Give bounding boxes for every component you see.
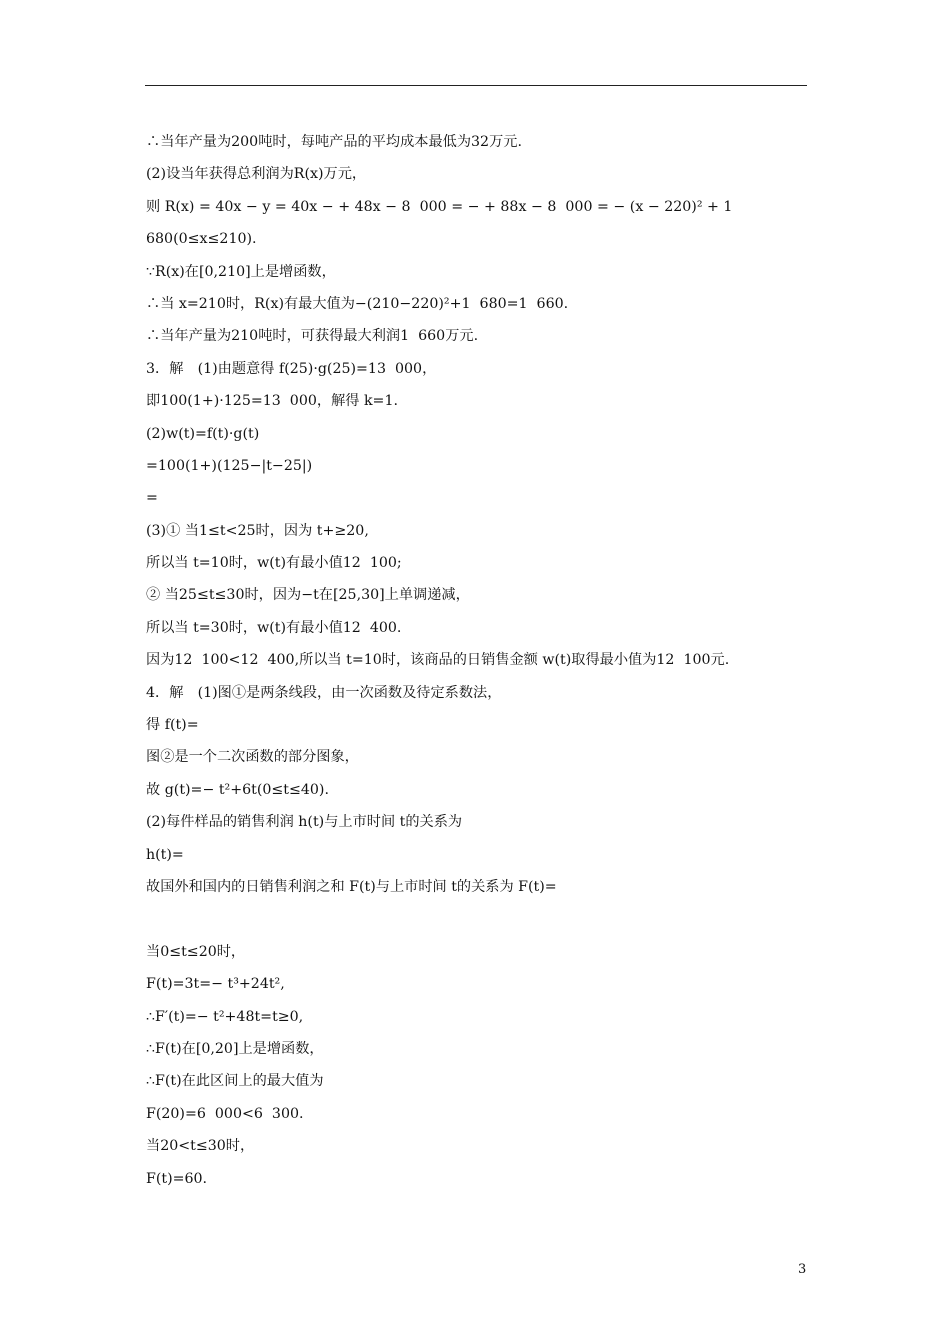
header-rule xyxy=(145,85,807,86)
text-line: 得 f(t)= xyxy=(146,717,199,734)
text-line: ∴F(t)在此区间上的最大值为 xyxy=(146,1073,324,1090)
text-line: ∴F′(t)=− t²+48t=t≥0, xyxy=(146,1008,304,1025)
text-line: (3)① 当1≤t<25时，因为 t+≥20, xyxy=(146,522,369,539)
text-line: 即100(1+)·125=13 000，解得 k=1. xyxy=(146,393,398,410)
text-line: =100(1+)(125−|t−25|) xyxy=(146,457,313,474)
blank-line xyxy=(146,903,810,935)
text-line: F(t)=3t=− t³+24t², xyxy=(146,976,285,993)
text-line: ② 当25≤t≤30时，因为−t在[25,30]上单调递减， xyxy=(146,587,470,604)
text-line: 故国外和国内的日销售利润之和 F(t)与上市时间 t的关系为 F(t)= xyxy=(146,878,557,895)
text-line: F(t)=60. xyxy=(146,1170,208,1187)
text-line: (2)w(t)=f(t)·g(t) xyxy=(146,425,260,442)
text-line: = xyxy=(146,490,158,507)
text-line: F(20)=6 000<6 300. xyxy=(146,1105,304,1122)
text-line: 3．解 (1)由题意得 f(25)·g(25)=13 000， xyxy=(146,360,437,377)
text-line: 680(0≤x≤210). xyxy=(146,231,257,248)
text-line: 则 R(x) = 40x − y = 40x − + 48x − 8 000 = − + 88x − 8 000 = − (x − 220)² + 1 xyxy=(146,198,733,215)
text-line: ∴当年产量为210吨时，可获得最大利润1 660万元. xyxy=(146,328,479,345)
text-line: 图②是一个二次函数的部分图象， xyxy=(146,749,359,766)
text-line: ∴当年产量为200吨时，每吨产品的平均成本最低为32万元. xyxy=(146,134,522,150)
text-line: 当20<t≤30时， xyxy=(146,1138,255,1155)
text-line: ∴F(t)在[0,20]上是增函数， xyxy=(146,1040,324,1057)
text-line: 故 g(t)=− t²+6t(0≤t≤40). xyxy=(146,781,329,798)
text-line: 所以当 t=10时，w(t)有最小值12 100; xyxy=(146,555,402,572)
text-line: ∴当 x=210时，R(x)有最大值为−(210−220)²+1 680=1 660. xyxy=(146,295,569,312)
page-number: 3 xyxy=(798,1262,807,1277)
text-line: 当0≤t≤20时， xyxy=(146,943,246,960)
text-line: h(t)= xyxy=(146,846,184,863)
document-body xyxy=(146,126,810,1195)
text-line: (2)设当年获得总利润为R(x)万元， xyxy=(146,166,367,183)
text-line: 因为12 100<12 400,所以当 t=10时，该商品的日销售金额 w(t)取得最小值为12 100元. xyxy=(146,652,730,669)
text-line: 4．解 (1)图①是两条线段，由一次函数及待定系数法， xyxy=(146,684,502,701)
text-line: ∵R(x)在[0,210]上是增函数， xyxy=(146,263,336,280)
text-line: 所以当 t=30时，w(t)有最小值12 400. xyxy=(146,619,402,636)
text-line: (2)每件样品的销售利润 h(t)与上市时间 t的关系为 xyxy=(146,814,463,831)
